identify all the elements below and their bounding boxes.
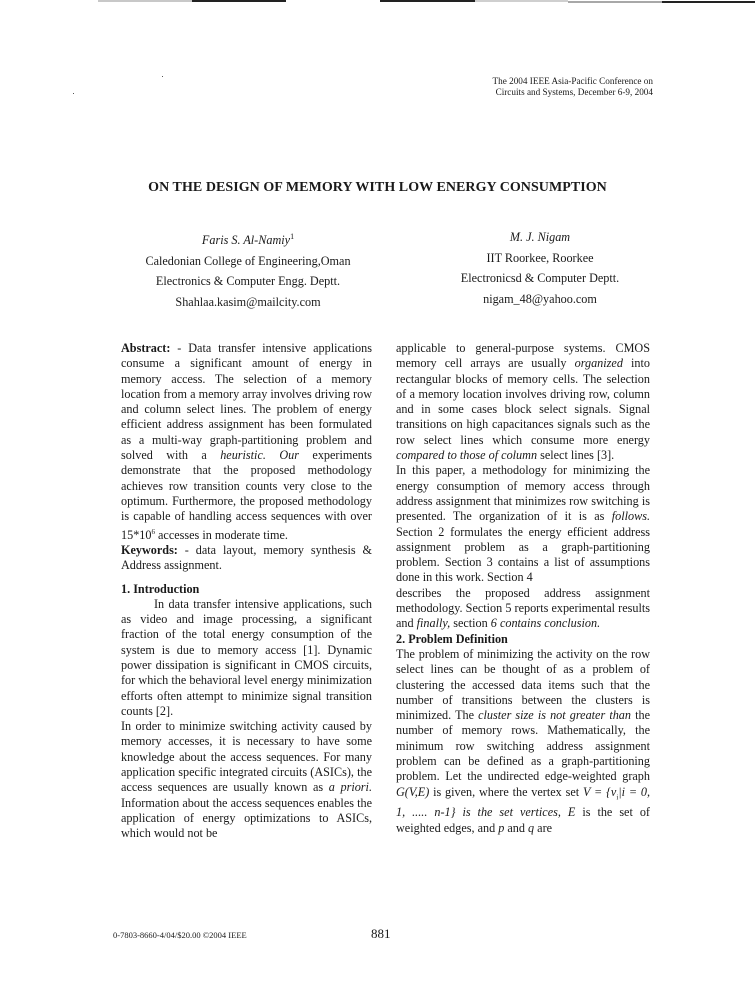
conference-header [413,76,653,97]
paper-title: ON THE DESIGN OF MEMORY WITH LOW ENERGY CONSUMPTION [148,180,607,195]
math-text: p [498,820,505,835]
paragraph-text-italic: cluster size is not greater than [478,708,631,723]
paragraph [396,586,650,632]
author-department: Electronics & Computer Engg. Deptt. [155,274,341,289]
scan-bar [192,0,286,2]
paragraph-text: select lines [3]. [537,448,615,463]
math-text: G(V,E) [396,784,430,799]
author-email: Shahlaa.kasim@mailcity.com [175,294,321,309]
math-text: q [528,820,535,835]
abstract-text-italic: heuristic. Our [220,448,299,463]
section-heading-introduction: 1. Introduction [121,581,200,596]
author-name: M. J. Nigam [509,230,571,244]
paragraph-text: In this paper, a methodology for minimizing the energy consumption of memory access through address assignment that minimizes row switching is presented. The organization of it is as [396,463,650,524]
exponent: 6 [151,527,155,536]
intro-paragraph-2 [121,719,372,841]
paragraph-text: applicable to general-purpose systems. CMOS memory cell arrays are usually [396,341,650,371]
author-footnote-mark: 1 [290,232,295,241]
abstract-label: Abstract: [121,341,171,355]
paragraph-text-italic: compared to those of column [396,448,538,463]
paragraph-text: Section 2 formulates the energy efficient address assignment problem as a graph-partitioning problem. Section 3 contains a list of assumptions done in this work. Section 4 [396,524,650,585]
paragraph-text: are [534,820,553,835]
paragraph-text-italic: a priori. [328,780,372,795]
scan-bar [662,1,755,3]
math-text: |i = 0, 1, ..... n-1} is the set vertices, E [396,784,651,820]
math-text: V = {v [582,784,617,799]
abstract-text: - Data transfer intensive applications consume a significant amount of energy in memory access. The selection of a memory location from a memory array involves driving row and column select lines. The problem of energy efficient address assignment has been formulated as a multi-way graph-partitioning problem and solved with a [121,341,372,463]
paragraph-text: In order to minimize switching activity caused by memory accesses, it is necessary to have some knowledge about the access sequences. For many application specific integrated circuits (ASICs), the access sequences are usually known as [121,719,372,795]
author-affiliation: Caledonian College of Engineering,Oman [145,253,351,268]
author-department: Electronicsd & Computer Deptt. [460,271,620,285]
paragraph [396,463,650,585]
right-column [396,341,650,836]
paragraph-text: is the set of weighted edges, and [396,805,650,835]
paragraph-text: the number of memory rows. Mathematically, the minimum row switching address assignment problem can be defined as a graph-partitioning problem. Let the undirected edge-weighted graph [396,708,650,784]
keywords-label: Keywords: [121,542,178,557]
left-column [121,341,372,842]
paragraph [396,341,650,463]
scan-bar [98,0,192,2]
scan-bar [475,0,568,2]
paragraph-text: and [504,820,529,835]
scan-bar [380,0,475,2]
paragraph [396,647,650,836]
keywords [121,543,372,574]
paragraph-text: describes the proposed address assignment methodology. Section 5 reports experimental results and [396,585,650,631]
author-affiliation: IIT Roorkee, Roorkee [486,250,594,265]
paragraph-text: is given, where the vertex set [429,784,583,799]
conference-line-2: Circuits and Systems, December 6-9, 2004 [495,86,653,97]
section-heading-problem-definition: 2. Problem Definition [396,631,508,646]
paragraph-text-italic: finally, [416,616,451,631]
intro-paragraph-1: In data transfer intensive applications, such as video and image processing, a significant fraction of the total energy consumption of the system is due to memory access [1]. Dynamic power dissipation is significant in CMOS circuits, for which the behavioral level energy minimization efforts often attempt to minimize signal transition counts [2]. [121,596,372,718]
math-subscript: i [616,793,619,802]
abstract-text: accesses in moderate time. [154,527,288,542]
author-name: Faris S. Al-Namiy [201,233,291,248]
scan-speck [73,93,74,94]
keywords-text: - data layout, memory synthesis & Address assignment. [121,542,372,573]
paragraph-text-italic: follows. [611,509,650,524]
paragraph-text-italic: organized [574,356,623,371]
paragraph-text: The problem of minimizing the activity on the row select lines can be thought of as a problem of clustering the accessed data items such that the number of transitions between the clusters is minimized. The [396,646,650,723]
page-number: 881 [371,926,391,941]
author-block-2 [420,227,660,309]
paragraph-text: Information about the access sequences enables the application of energy optimizations to ASICs, which would not be [121,795,372,841]
abstract-text: experiments demonstrate that the proposed methodology achieves row transition counts very close to the optimum. Furthermore, the proposed methodology is capable of handling access sequences with over 15*10 [121,448,372,542]
scan-speck [162,76,163,77]
paragraph-text: section [450,616,491,631]
conference-line-1: The 2004 IEEE Asia-Pacific Conference on [492,76,653,86]
author-block-1 [128,227,368,312]
paragraph-text-italic: 6 contains conclusion. [490,616,601,631]
author-email: nigam_48@yahoo.com [483,291,597,306]
abstract [121,341,372,543]
copyright-notice: 0-7803-8660-4/04/$20.00 ©2004 IEEE [113,930,247,940]
scan-bar [568,1,662,3]
paragraph-text: into rectangular blocks of memory cells. The selection of a memory location involves driving row, column and in some cases block select signals. Signal transitions on high capacitances signals such as the row select lines which consume more energy [396,356,650,447]
